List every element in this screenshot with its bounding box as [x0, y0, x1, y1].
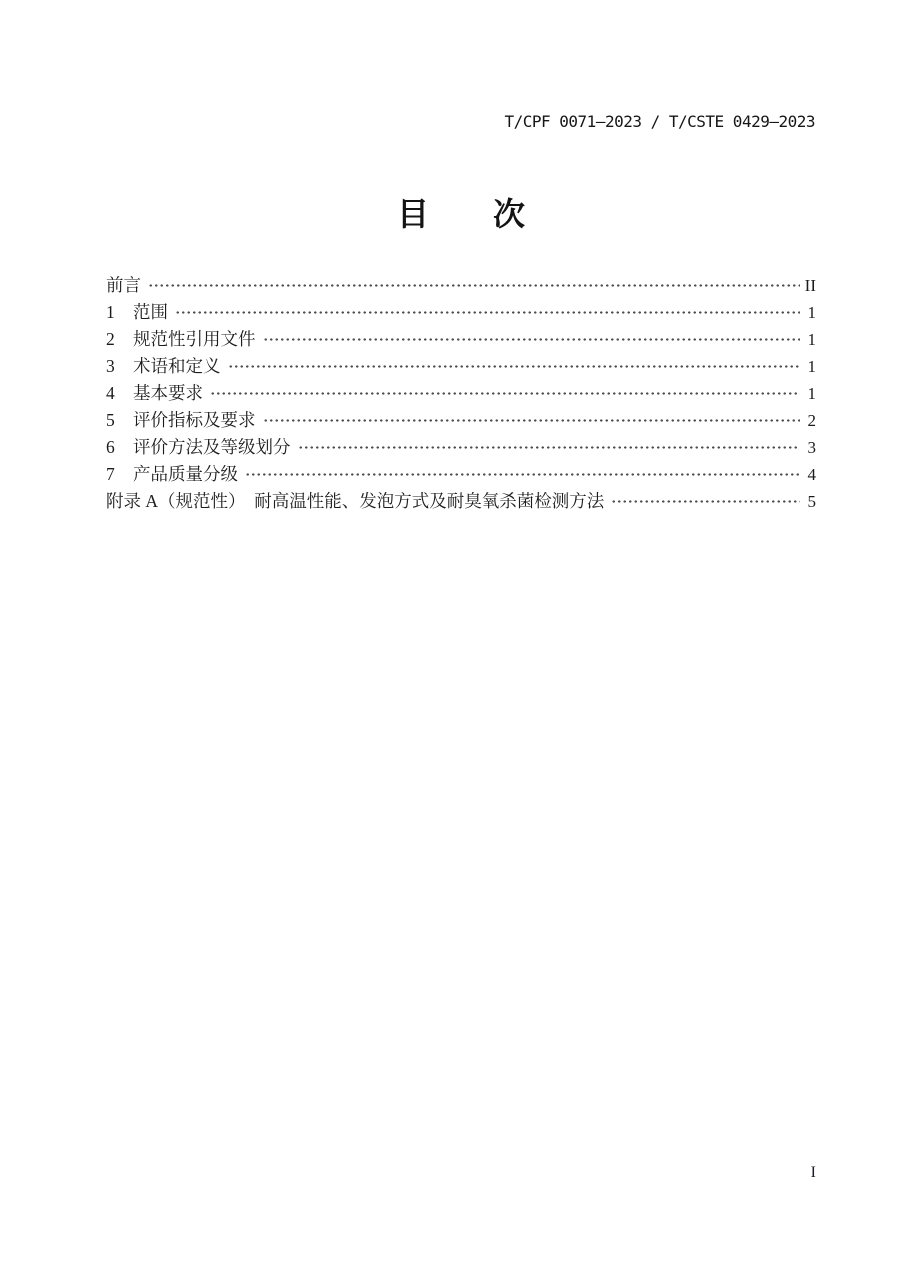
- toc-entry-page: 2: [807, 411, 816, 430]
- toc-entry-label: 评价方法及等级划分: [133, 437, 291, 457]
- toc-entry: [106, 488, 816, 515]
- toc-entry-page: 3: [807, 438, 816, 457]
- footer-page-number: I: [810, 1164, 816, 1181]
- toc-entry-page: 1: [807, 357, 816, 376]
- toc-entry: [106, 272, 816, 299]
- toc-leader-dots: [174, 299, 800, 326]
- toc-leader-dots: [610, 488, 800, 515]
- toc-entry: [106, 434, 816, 461]
- toc-entry-number: 7: [106, 464, 115, 484]
- toc-entry: [106, 299, 816, 326]
- toc-entry-label: 范围: [133, 302, 168, 322]
- toc-entry-number: 5: [106, 410, 115, 430]
- toc-entry: [106, 326, 816, 353]
- toc-entry-page: II: [804, 276, 816, 295]
- toc-entry-page: 4: [807, 465, 816, 484]
- toc-entry-number: 1: [106, 302, 115, 322]
- toc-leader-dots: [297, 434, 801, 461]
- toc-entry-label: 评价指标及要求: [133, 410, 256, 430]
- toc-entry-label: 产品质量分级: [133, 464, 238, 484]
- toc-entry-page: 1: [807, 384, 816, 403]
- toc-entry-number: 6: [106, 437, 115, 457]
- toc-entry: [106, 353, 816, 380]
- toc-entry: [106, 461, 816, 488]
- toc-leader-dots: [244, 461, 800, 488]
- page-title: 目 次: [396, 196, 525, 232]
- toc-leader-dots: [262, 407, 801, 434]
- standard-number-header: T/CPF 0071—2023 / T/CSTE 0429—2023: [504, 112, 815, 131]
- toc-leader-dots: [227, 353, 801, 380]
- toc-entry-label: 基本要求: [133, 383, 203, 403]
- toc-entry-label: 规范性引用文件: [133, 329, 256, 349]
- toc-entry-number: 3: [106, 356, 115, 376]
- toc-entry-page: 1: [807, 330, 816, 349]
- toc-entry-label: 附录 A（规范性） 耐高温性能、发泡方式及耐臭氧杀菌检测方法: [106, 491, 605, 511]
- toc-entry-number: 2: [106, 329, 115, 349]
- toc-entry: [106, 380, 816, 407]
- toc-leader-dots: [147, 272, 800, 299]
- toc-leader-dots: [209, 380, 800, 407]
- toc-leader-dots: [262, 326, 801, 353]
- toc-entry: [106, 407, 816, 434]
- toc-entry-label: 前言: [106, 275, 141, 295]
- toc-entry-page: 1: [807, 303, 816, 322]
- toc-entry-label: 术语和定义: [133, 356, 221, 376]
- toc-entry-page: 5: [807, 492, 816, 511]
- toc-entry-number: 4: [106, 383, 115, 403]
- table-of-contents: [106, 272, 816, 515]
